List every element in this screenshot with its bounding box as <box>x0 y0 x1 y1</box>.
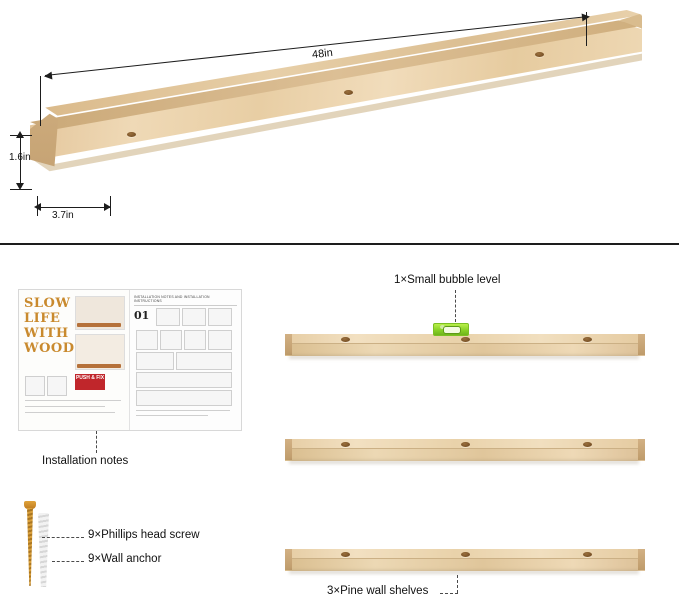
instruction-step-number: 01 <box>134 309 150 322</box>
screw-hole <box>583 337 592 342</box>
mini-shelf-graphic <box>77 323 121 327</box>
bubble-level <box>433 323 469 336</box>
shelf-left-end-cap <box>285 549 292 570</box>
height-tick-bottom <box>10 189 32 190</box>
instruction-sheet <box>130 290 241 430</box>
depth-tick-right <box>110 196 111 216</box>
shelf-right-end-cap <box>638 439 645 460</box>
shelf-product-3 <box>285 545 645 575</box>
length-tick-left <box>40 76 41 126</box>
step-diagram <box>176 352 232 370</box>
installation-notes-leader <box>96 431 97 453</box>
icon-box <box>25 376 45 396</box>
screw-hole <box>127 132 136 137</box>
screw-hole <box>583 552 592 557</box>
step-diagram <box>136 390 232 406</box>
icon-box <box>47 376 67 396</box>
instruction-header: INSTALLATION NOTES AND INSTALLATION INSTRUCTIONS <box>134 295 237 306</box>
anchor-label: 9×Wall anchor <box>88 553 162 565</box>
step-diagram <box>184 330 206 350</box>
slogan-line-4: WOOD <box>24 341 75 356</box>
shelf-product-1 <box>285 330 645 360</box>
bubble-level-leader <box>455 290 456 322</box>
slogan-line-1: SLOW <box>24 296 71 311</box>
screw-hole <box>461 337 470 342</box>
step-diagram <box>208 308 232 326</box>
depth-dimension-label: 3.7in <box>52 210 74 221</box>
shelf-drop-shadow <box>289 570 639 574</box>
sheet-rule <box>136 415 208 416</box>
shelf-product-2 <box>285 435 645 465</box>
shelf-right-end-cap <box>638 334 645 355</box>
screw-hole <box>535 52 544 57</box>
wall-anchor <box>38 513 49 587</box>
mini-shelf-graphic <box>77 364 121 368</box>
depth-dimension-line <box>38 207 110 208</box>
step-diagram <box>208 330 232 350</box>
screw-hole <box>341 337 350 342</box>
sheet-rule <box>25 406 105 407</box>
screw-label: 9×Phillips head screw <box>88 529 200 541</box>
screw-hole <box>461 442 470 447</box>
sheet-rule <box>25 400 121 401</box>
depth-tick-left <box>37 196 38 216</box>
step-diagram <box>136 330 158 350</box>
screw-hole <box>461 552 470 557</box>
shelf-right-end-cap <box>638 549 645 570</box>
shelves-leader-horizontal <box>440 593 458 594</box>
hero-shelf <box>30 10 645 200</box>
shelf-left-end-cap <box>285 334 292 355</box>
length-dimension-label: 48in <box>311 46 334 62</box>
hero-image-panel <box>0 0 679 243</box>
sheet-rule <box>136 410 230 411</box>
height-dimension-label: 1.6in <box>9 152 31 163</box>
shelves-leader <box>457 575 458 593</box>
step-diagram <box>182 308 206 326</box>
phillips-head-screw <box>24 501 36 589</box>
screw-shaft <box>27 508 33 586</box>
screw-hole <box>344 90 353 95</box>
shelves-label: 3×Pine wall shelves <box>327 585 429 597</box>
screw-head <box>24 501 36 509</box>
length-arrow-left <box>44 72 53 81</box>
shelf-left-end-cap <box>285 439 292 460</box>
push-fix-badge: PUSH & FIX <box>75 374 105 390</box>
sheet-rule <box>25 412 115 413</box>
screw-hole <box>583 442 592 447</box>
screw-hole <box>341 552 350 557</box>
height-tick-top <box>10 135 32 136</box>
level-vial-center <box>443 326 461 334</box>
bubble-level-label: 1×Small bubble level <box>394 274 501 286</box>
brand-sheet <box>19 290 130 430</box>
step-diagram <box>136 352 174 370</box>
slogan-line-2: LIFE <box>24 311 61 326</box>
installation-notes-label: Installation notes <box>42 455 129 467</box>
screw-hole <box>341 442 350 447</box>
screw-leader <box>42 537 84 538</box>
step-diagram <box>160 330 182 350</box>
installation-notes-image <box>18 289 242 431</box>
step-diagram <box>156 308 180 326</box>
anchor-leader <box>52 561 84 562</box>
shelf-drop-shadow <box>289 355 639 359</box>
shelf-drop-shadow <box>289 460 639 464</box>
parts-panel <box>0 245 679 600</box>
length-tick-right <box>586 12 587 46</box>
slogan-line-3: WITH <box>24 326 69 341</box>
step-diagram <box>136 372 232 388</box>
